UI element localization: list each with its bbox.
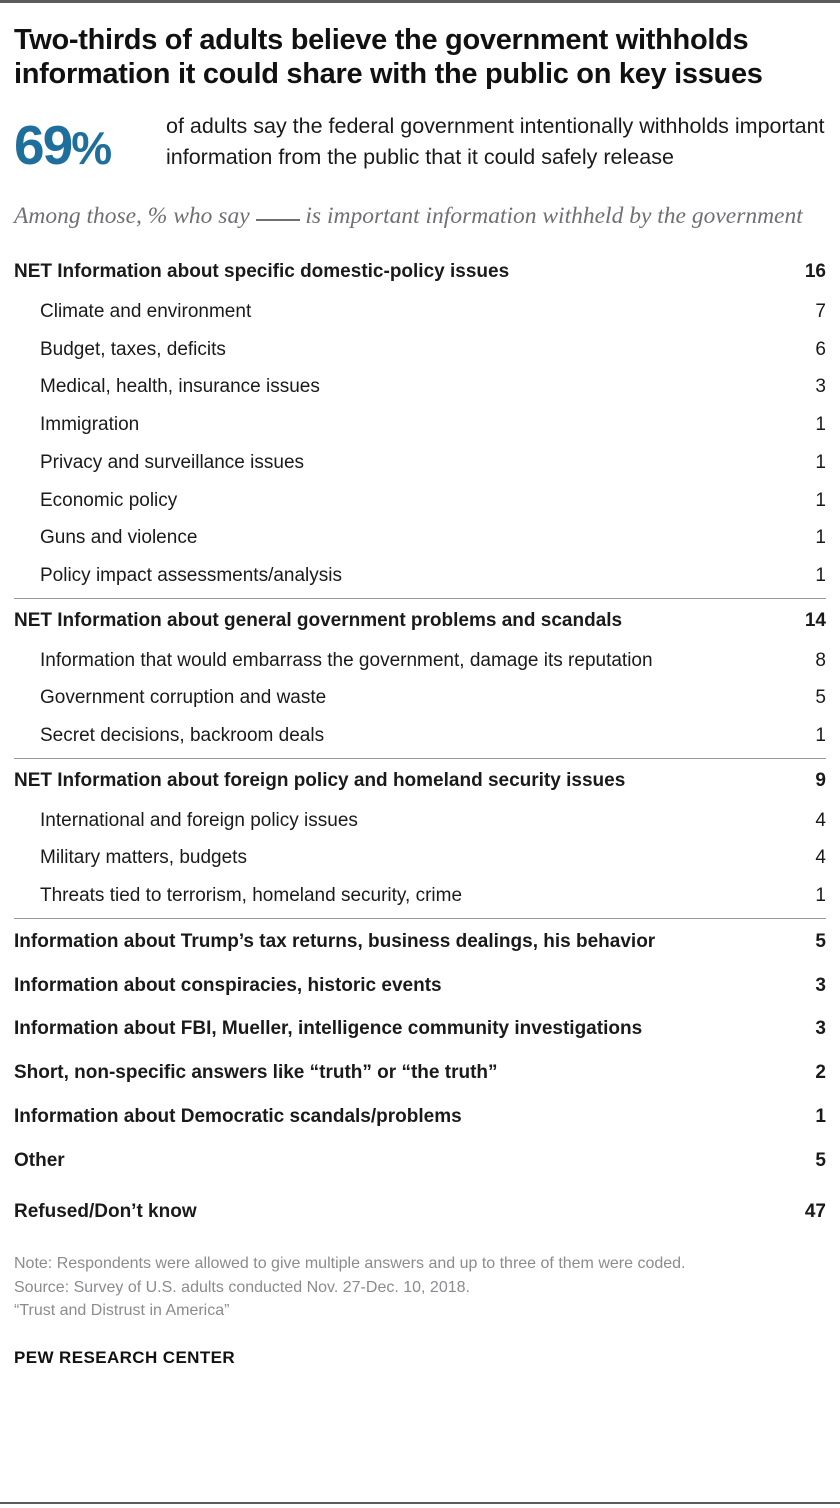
row-value: 1 (815, 885, 826, 907)
table-row (14, 679, 826, 717)
row-label: Immigration (40, 414, 140, 436)
table-row (14, 642, 826, 680)
row-value: 1 (815, 1105, 826, 1127)
footnote-note: Note: Respondents were allowed to give multiple answers and up to three of them were coded. (14, 1255, 686, 1273)
table-row (14, 839, 826, 877)
page-title: Two-thirds of adults believe the government withholds information it could share with the public on key issues (14, 24, 763, 90)
row-label: Policy impact assessments/analysis (40, 565, 342, 587)
table-row-net (14, 600, 826, 642)
chart-subtitle (14, 201, 826, 232)
row-label: Economic policy (40, 489, 178, 511)
row-value: 1 (815, 725, 826, 747)
table-row (14, 1007, 826, 1051)
section-divider (14, 758, 826, 759)
footer (14, 1252, 826, 1368)
row-label: Refused/Don’t know (14, 1201, 197, 1223)
key-stat-block (14, 109, 826, 174)
table-row (14, 293, 826, 331)
row-value: 3 (815, 376, 826, 398)
percent-sign: % (71, 121, 112, 174)
table-row-net (14, 251, 826, 293)
row-label: Information that would embarrass the government, damage its reputation (40, 649, 653, 671)
row-label: Information about conspiracies, historic events (14, 974, 442, 996)
row-label: Government corruption and waste (40, 687, 327, 709)
row-label: Information about Trump’s tax returns, business dealings, his behavior (14, 930, 656, 952)
row-label: Budget, taxes, deficits (40, 338, 226, 360)
row-value: 6 (815, 338, 826, 360)
subtitle-before: Among those, % who say (14, 202, 250, 229)
row-value: 8 (815, 649, 826, 671)
table-row (14, 802, 826, 840)
row-value: 4 (815, 809, 826, 831)
table-row (14, 1095, 826, 1139)
table-row (14, 331, 826, 369)
row-value: 1 (815, 451, 826, 473)
row-label: NET Information about general government problems and scandals (14, 609, 623, 631)
row-label: Other (14, 1149, 65, 1171)
blank-underline (256, 219, 300, 221)
table-row (14, 482, 826, 520)
section-divider (14, 918, 826, 919)
row-label: NET Information about foreign policy and homeland security issues (14, 769, 626, 791)
row-label: Privacy and surveillance issues (40, 451, 305, 473)
footnote-report-title: “Trust and Distrust in America” (14, 1302, 230, 1320)
row-value: 7 (815, 300, 826, 322)
table-row (14, 444, 826, 482)
table-row (14, 717, 826, 755)
row-value: 5 (815, 1149, 826, 1171)
row-label: International and foreign policy issues (40, 809, 358, 831)
table-row (14, 877, 826, 915)
table-row (14, 557, 826, 595)
row-label: Secret decisions, backroom deals (40, 725, 325, 747)
row-label: Military matters, budgets (40, 847, 247, 869)
table-row (14, 368, 826, 406)
subtitle-after: is important information withheld by the government (305, 202, 803, 229)
key-stat-number: 69 (14, 113, 72, 176)
table-row-refused (14, 1182, 826, 1232)
row-label: Climate and environment (40, 300, 252, 322)
row-label: Information about FBI, Mueller, intelligence community investigations (14, 1018, 643, 1040)
table-row-net (14, 760, 826, 802)
row-label: Guns and violence (40, 527, 198, 549)
row-value: 1 (815, 527, 826, 549)
row-value: 9 (815, 769, 826, 791)
row-value: 4 (815, 847, 826, 869)
row-label: Short, non-specific answers like “truth” or “the truth” (14, 1062, 498, 1084)
table-row (14, 920, 826, 964)
row-value: 1 (815, 414, 826, 436)
row-label: Medical, health, insurance issues (40, 376, 320, 398)
table-row (14, 519, 826, 557)
table-row (14, 406, 826, 444)
key-stat-description: of adults say the federal government intentionally withholds important information from the public that it could safely release (166, 113, 825, 170)
row-label: NET Information about specific domestic-policy issues (14, 261, 510, 283)
table-row (14, 964, 826, 1008)
row-value: 5 (815, 930, 826, 952)
row-value: 14 (804, 609, 826, 631)
section-divider (14, 598, 826, 599)
row-value: 47 (804, 1201, 826, 1223)
row-label: Information about Democratic scandals/problems (14, 1105, 462, 1127)
bottom-rule (0, 1502, 840, 1504)
row-label: Threats tied to terrorism, homeland security, crime (40, 885, 463, 907)
row-value: 1 (815, 565, 826, 587)
row-value: 1 (815, 489, 826, 511)
row-value: 3 (815, 974, 826, 996)
pew-research-center-logo: PEW RESEARCH CENTER (14, 1348, 236, 1368)
data-table (14, 251, 826, 1232)
row-value: 5 (815, 687, 826, 709)
key-stat-value (14, 109, 166, 176)
table-row (14, 1051, 826, 1095)
row-value: 2 (815, 1062, 826, 1084)
footnote-source: Source: Survey of U.S. adults conducted Nov. 27-Dec. 10, 2018. (14, 1278, 470, 1296)
table-row (14, 1139, 826, 1183)
row-value: 16 (804, 261, 826, 283)
row-value: 3 (815, 1018, 826, 1040)
